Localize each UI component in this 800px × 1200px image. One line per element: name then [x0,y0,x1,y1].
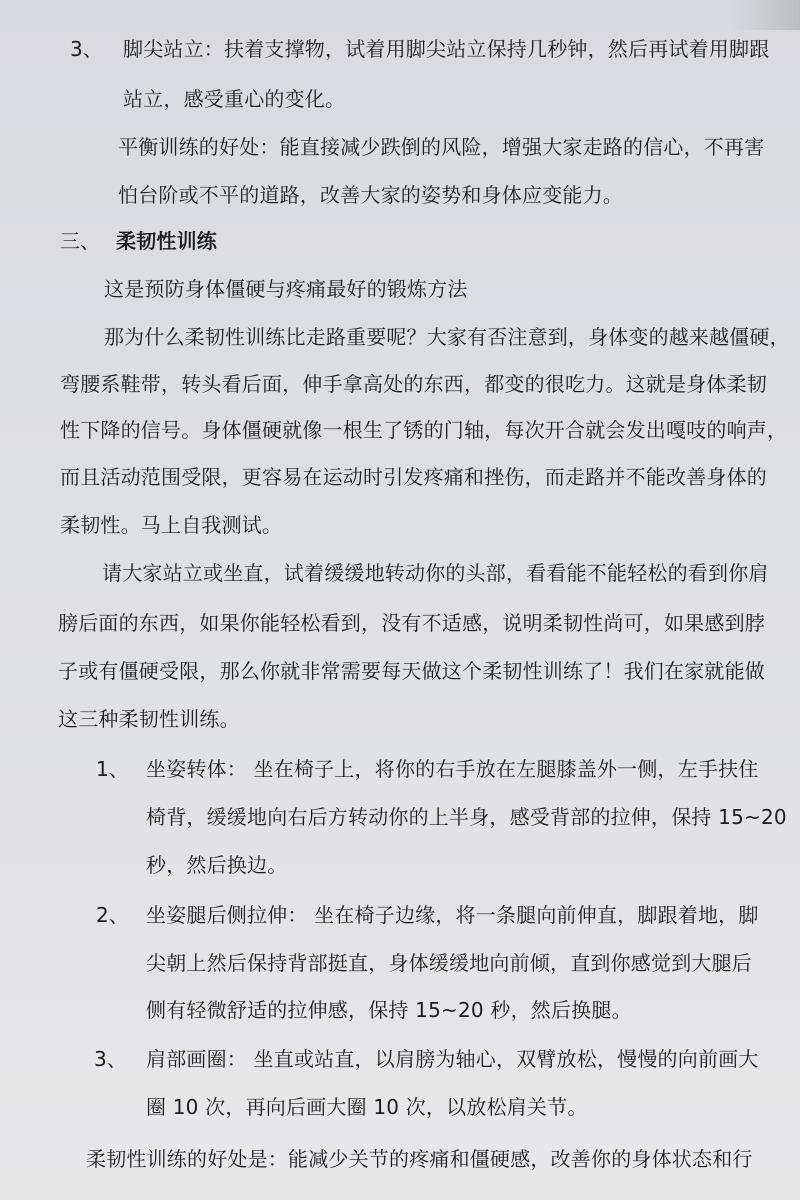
item-2-line-1: 坐姿腿后侧拉伸： 坐在椅子边缘，将一条腿向前伸直，脚跟着地，脚 [146,903,759,927]
para2-line-1: 请大家站立或坐直，试着缓缓地转动你的头部，看看能不能轻松的看到你肩 [102,561,769,585]
flex-benefit-line-1: 柔韧性训练的好处是：能减少关节的疼痛和僵硬感，改善你的身体状态和行 [86,1147,753,1171]
para1-line-4: 而且活动范围受限，更容易在运动时引发疼痛和挫伤，而走路并不能改善身体的 [60,465,767,489]
intro-line: 这是预防身体僵硬与疼痛最好的锻炼方法 [104,277,468,301]
section-title: 柔韧性训练 [116,229,217,253]
item-3-line-1: 肩部画圈： 坐直或站直，以肩膀为轴心，双臂放松，慢慢的向前画大 [146,1047,759,1071]
para1-line-3: 性下降的信号。身体僵硬就像一根生了锈的门轴，每次开合就会发出嘎吱的响声， [60,418,788,442]
balance-item-3-line-2: 站立，感受重心的变化。 [123,87,346,111]
item-1-line-1: 坐姿转体： 坐在椅子上，将你的右手放在左腿膝盖外一侧，左手扶住 [146,757,759,781]
balance-item-3-line-1: 脚尖站立：扶着支撑物，试着用脚尖站立保持几秒钟，然后再试着用脚跟 [123,37,770,61]
item-3-number: 3、 [94,1047,127,1071]
item-1-line-2: 椅背，缓缓地向右后方转动你的上半身，感受背部的拉伸，保持 15~20 [146,805,787,829]
section-number: 三、 [60,229,100,253]
balance-benefit-line-1: 平衡训练的好处：能直接减少跌倒的风险，增强大家走路的信心，不再害 [118,135,765,159]
item-2-line-3: 侧有轻微舒适的拉伸感，保持 15~20 秒，然后换腿。 [146,998,632,1022]
item-2-number: 2、 [96,903,129,927]
item-2-line-2: 尖朝上然后保持背部挺直，身体缓缓地向前倾，直到你感觉到大腿后 [146,951,752,975]
balance-benefit-line-2: 怕台阶或不平的道路，改善大家的姿势和身体应变能力。 [118,183,623,207]
para2-line-2: 膀后面的东西，如果你能轻松看到，没有不适感，说明柔韧性尚可，如果感到脖 [58,611,765,635]
para2-line-4: 这三种柔韧性训练。 [58,707,240,731]
para1-line-2: 弯腰系鞋带，转头看后面，伸手拿高处的东西，都变的很吃力。这就是身体柔韧 [60,372,767,396]
page-edge-shadow [730,0,800,30]
balance-item-number: 3、 [70,37,103,61]
item-1-line-3: 秒，然后换边。 [146,853,288,877]
para1-line-5: 柔韧性。马上自我测试。 [60,513,283,537]
para1-line-1: 那为什么柔韧性训练比走路重要呢？大家有否注意到，身体变的越来越僵硬， [104,325,790,349]
para2-line-3: 子或有僵硬受限，那么你就非常需要每天做这个柔韧性训练了！我们在家就能做 [58,659,765,683]
item-3-line-2: 圈 10 次，再向后画大圈 10 次，以放松肩关节。 [146,1095,588,1119]
item-1-number: 1、 [96,757,129,781]
